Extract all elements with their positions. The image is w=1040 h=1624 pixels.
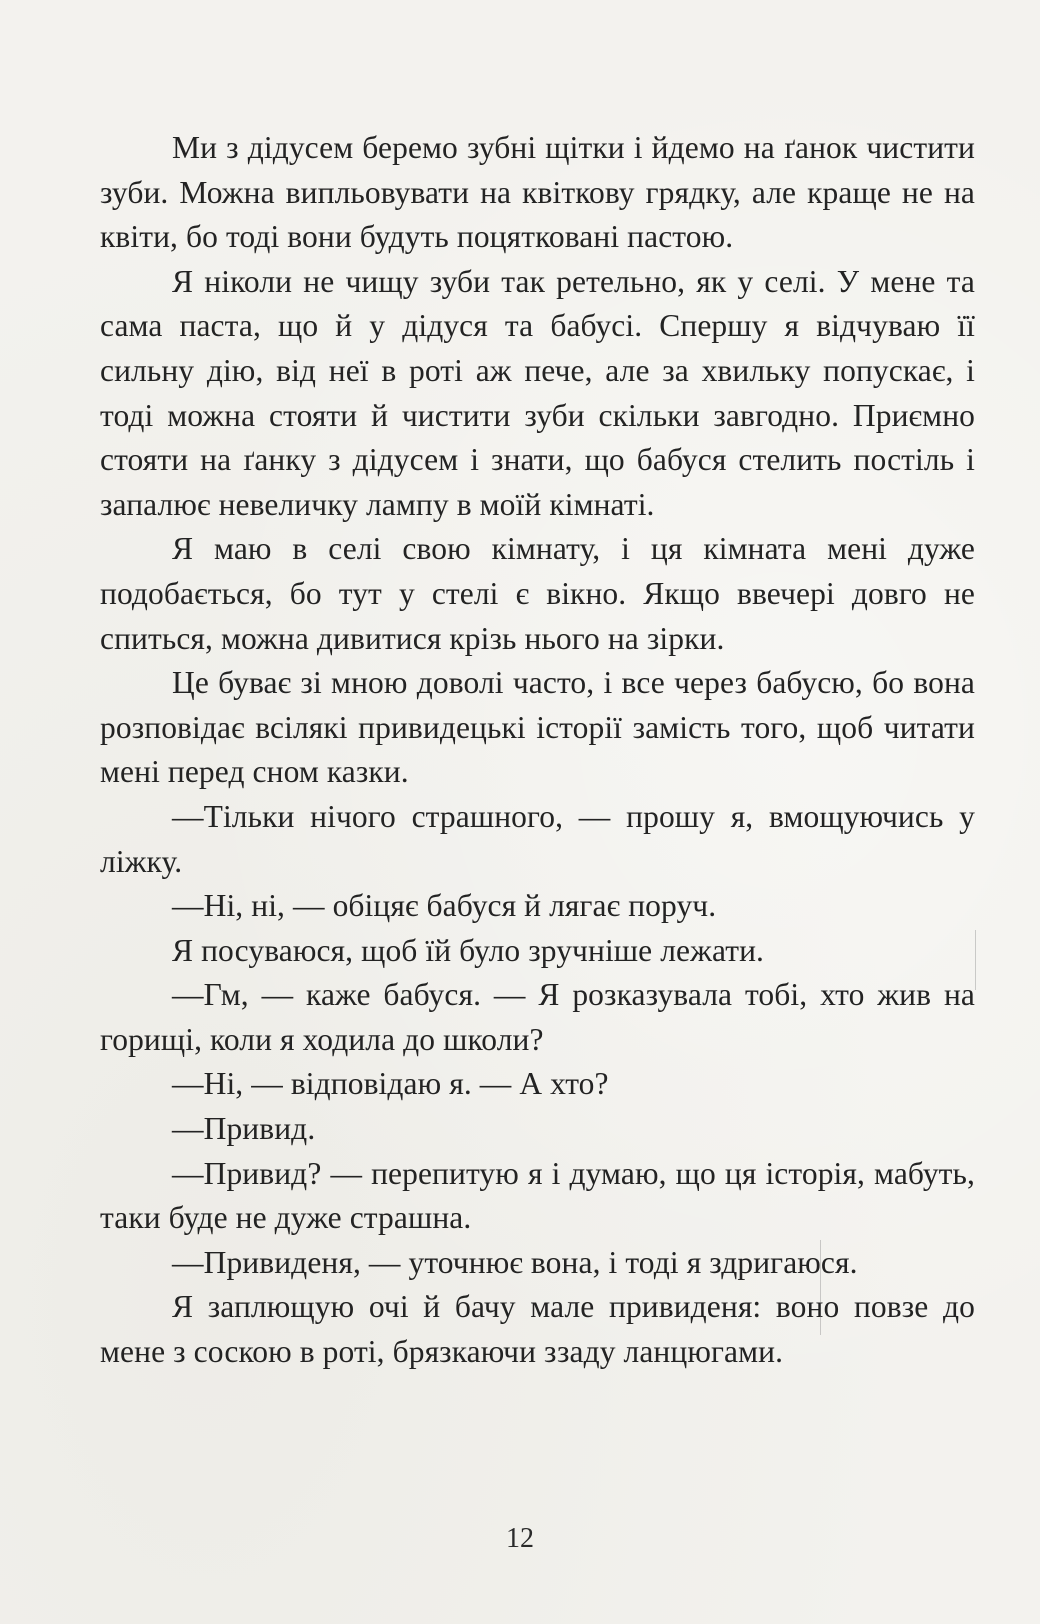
dialogue-line-1: —Тільки нічого страшного, — прошу я, вмощуючись у ліжку. — [100, 798, 975, 879]
dialogue-line-3: —Гм, — каже бабуся. — Я розказувала тобі, хто жив на горищі, коли я ходила до школи? — [100, 977, 975, 1057]
paragraph-6: Я заплющую очі й бачу мале привиденя: воно повзе до мене з соскою в роті, брязкаючи ззаду ланцюгами. — [100, 1289, 975, 1370]
paper-scratch-mark — [820, 1240, 821, 1335]
dialogue-line-2: —Ні, ні, — обіцяє бабуся й лягає поруч. — [172, 888, 717, 924]
dialogue-line-6: —Привид? — перепитую я і думаю, що ця історія, мабуть, таки буде не дуже страшна. — [100, 1155, 975, 1236]
paragraph-5: Я посуваюся, щоб їй було зручніше лежати. — [172, 932, 765, 968]
dialogue-line-4: —Ні, — відповідаю я. — А хто? — [172, 1066, 609, 1102]
body-text — [100, 126, 975, 1375]
page-number: 12 — [506, 1523, 534, 1554]
paragraph-1: Ми з дідусем беремо зубні щітки і йдемо на ґанок чистити зуби. Можна випльовувати на квіткову грядку, але краще не на квіти, бо тоді вони будуть поцятковані пастою. — [100, 130, 975, 255]
paragraph-2: Я ніколи не чищу зуби так ретельно, як у селі. У мене та сама паста, що й у дідуся та бабусі. Спершу я відчуваю її сильну дію, від неї в роті аж пече, але за хвильку попускає, і тоді можна стояти й чистити зуби скільки завгодно. Приємно стояти на ґанку з дідусем і знати, що бабуся стелить постіль і запалює невеличку лампу в моїй кімнаті. — [100, 263, 975, 522]
paragraph-3: Я маю в селі свою кімнату, і ця кімната мені дуже подобається, бо тут у стелі є вікно. Якщо ввечері довго не спиться, можна дивитися крізь нього на зірки. — [100, 531, 975, 656]
dialogue-line-5: —Привид. — [172, 1111, 316, 1147]
paper-scratch-mark — [975, 930, 976, 990]
dialogue-line-7: —Привиденя, — уточнює вона, і тоді я здригаюся. — [172, 1244, 858, 1280]
paragraph-4: Це буває зі мною доволі часто, і все через бабусю, бо вона розповідає всілякі привидецькі історії замість того, щоб читати мені перед сном казки. — [100, 665, 975, 790]
